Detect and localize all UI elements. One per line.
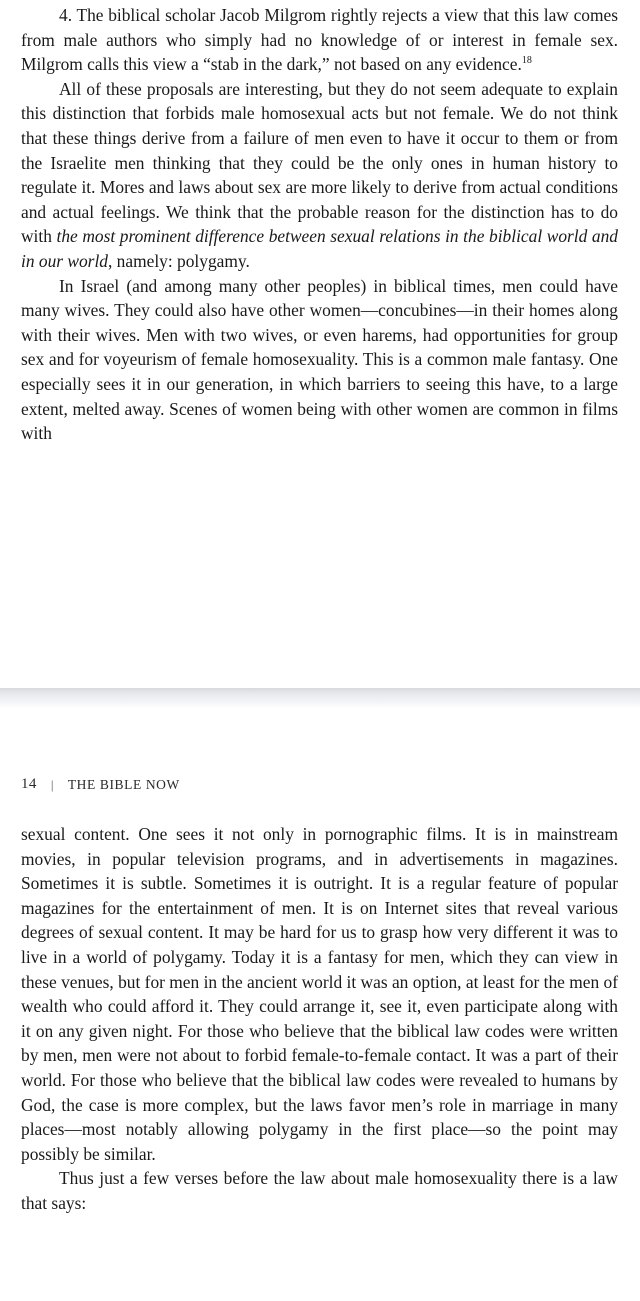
book-title: THE BIBLE NOW — [67, 776, 180, 792]
page-bottom — [0, 708, 640, 1301]
page-divider — [0, 688, 640, 708]
footnote-reference[interactable]: 18 — [521, 55, 532, 67]
paragraph-text: , namely: polygamy. — [107, 250, 250, 271]
paragraph-verses: Thus just a few verses before the law about male homosexuality there is a law that says: — [21, 1168, 618, 1213]
paragraph-milgrom — [21, 3, 618, 77]
paragraph-israel: In Israel (and among many other peoples) in biblical times, men could have many wives. They could also have other women—concubines—in their homes along with their wives. Men with two wives, or even harems, had opportunities for group sex and for voyeurism of female homosexuality. This is a common male fantasy. One especially sees it in our generation, in which barriers to seeing this have, to a large extent, melted away. Scenes of women being with other women are common in films with — [21, 275, 618, 444]
page-number: 14 — [21, 776, 37, 792]
running-head-separator: | — [50, 776, 54, 792]
paragraph-text: 4. The biblical scholar Jacob Milgrom rightly rejects a view that this law comes from male authors who simply had no knowledge of or interest in female sex. Milgrom calls this view a “stab in the dark,” not based on any evidence. — [21, 5, 618, 75]
page-body — [21, 822, 618, 1216]
running-head — [21, 776, 180, 793]
paragraph-text: All of these proposals are interesting, but they do not seem adequate to explain this distinction that forbids male homosexual acts but not female. We do not think that these things derive from a failure of men even to have it occur to them or from the Israelite men thinking that they could be the only ones in human history to regulate it. Mores and laws about sex are more likely to derive from actual conditions and actual feelings. We think that the probable reason for the distinction has to do with — [21, 78, 618, 247]
paragraph-sexual-content: sexual content. One sees it not only in pornographic films. It is in mainstream movies, in popular television programs, and in advertisements in magazines. Sometimes it is subtle. Sometimes it is outright. It is a regular feature of popular magazines for the entertainment of men. It is on Internet sites that reveal various degrees of sexual content. It may be hard for us to grasp how very different it was to live in a world of polygamy. Today it is a fantasy for men, which they can view in these venues, but for men in the ancient world it was an option, at least for the men of wealth who could afford it. They could arrange it, see it, even participate along with it on any given night. For those who believe that the biblical law codes were written by men, men were not about to forbid female-to-female contact. It was a part of their world. For those who believe that the biblical law codes were revealed to humans by God, the case is more complex, but the laws favor men’s role in marriage in many places—most notably allowing polygamy in the first place—so the point may possibly be similar. — [21, 824, 618, 1164]
emphasis-text: the most prominent difference between sexual relations in the biblical world and in our world — [21, 226, 619, 271]
paragraph-proposals — [21, 77, 618, 274]
